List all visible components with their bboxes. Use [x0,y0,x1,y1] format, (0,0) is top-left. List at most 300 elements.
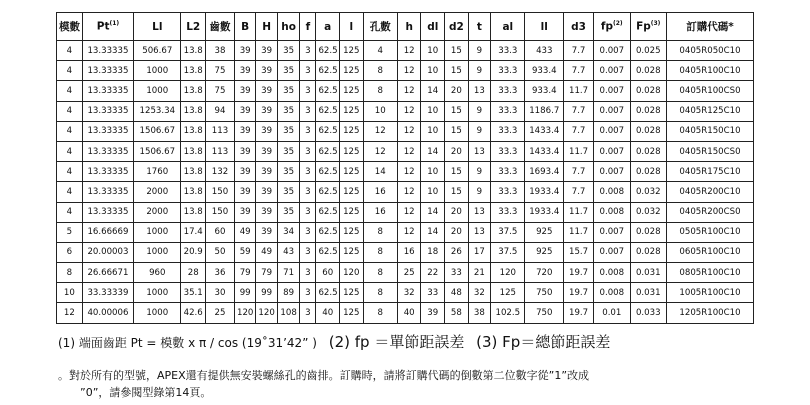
table-cell: 10 [421,101,445,121]
table-cell: 35 [277,202,300,222]
table-cell: 33.3 [491,101,525,121]
table-cell: 433 [525,41,564,61]
table-cell: 125 [340,222,364,242]
table-cell: 15.7 [564,242,594,262]
table-cell: 0.007 [594,121,630,141]
table-cell: 0405R175C10 [666,162,753,182]
table-cell: 10 [57,283,83,303]
table-cell: 1933.4 [525,202,564,222]
table-cell: 933.4 [525,61,564,81]
table-cell: 48 [445,283,469,303]
table-cell: 1000 [134,283,181,303]
table-cell: 40 [316,303,340,323]
footnotes [58,331,618,352]
table-cell: 39 [234,182,255,202]
table-cell: 13.8 [181,162,206,182]
table-cell: 13 [468,141,491,161]
table-cell: 0.008 [594,283,630,303]
table-cell: 113 [206,121,235,141]
table-cell: 8 [363,242,397,262]
table-cell: 125 [340,121,364,141]
table-cell: 35 [277,81,300,101]
table-cell: 26 [445,242,469,262]
table-cell: 38 [206,41,235,61]
table-cell: 94 [206,101,235,121]
table-cell: 0.028 [630,141,666,161]
table-cell: 99 [256,283,277,303]
table-cell: 62.5 [316,121,340,141]
table-cell: 102.5 [491,303,525,323]
table-cell: 39 [234,141,255,161]
table-cell: 10 [421,41,445,61]
table-cell: 12 [397,182,421,202]
table-cell: 0.028 [630,242,666,262]
table-cell: 13.33335 [82,141,133,161]
table-body [57,41,754,324]
table-cell: 925 [525,222,564,242]
table-cell: 17 [468,242,491,262]
table-row [57,61,754,81]
table-cell: 3 [300,121,316,141]
table-cell: 8 [363,303,397,323]
table-cell: 1433.4 [525,121,564,141]
table-cell: 99 [234,283,255,303]
table-cell: 9 [468,101,491,121]
table-cell: 3 [300,162,316,182]
table-cell: 19.7 [564,263,594,283]
table-row [57,162,754,182]
table-cell: 62.5 [316,41,340,61]
table-cell: 33.3 [491,162,525,182]
table-cell: 108 [277,303,300,323]
table-cell: 35 [277,41,300,61]
table-cell: 13.8 [181,61,206,81]
table-row [57,182,754,202]
table-cell: 25 [206,303,235,323]
table-cell: 12 [397,101,421,121]
table-cell: 35 [277,162,300,182]
table-cell: 0.008 [594,202,630,222]
table-cell: 0405R125C10 [666,101,753,121]
table-cell: 0.007 [594,101,630,121]
table-row [57,263,754,283]
table-cell: 14 [421,141,445,161]
table-cell: 8 [363,81,397,101]
table-cell: 3 [300,202,316,222]
table-cell: 75 [206,81,235,101]
table-cell: 8 [363,222,397,242]
table-cell: 33 [421,283,445,303]
table-cell: 0.028 [630,121,666,141]
table-cell: 925 [525,242,564,262]
table-cell: 8 [363,263,397,283]
table-cell: 0.032 [630,202,666,222]
header-cell: 訂購代碼* [666,13,753,41]
table-cell: 8 [363,283,397,303]
table-cell: 4 [57,41,83,61]
table-cell: 62.5 [316,61,340,81]
table-cell: 39 [256,162,277,182]
table-cell: 125 [340,141,364,161]
table-cell: 3 [300,182,316,202]
table-cell: 10 [363,101,397,121]
table-cell: 0405R100CS0 [666,81,753,101]
table-cell: 0.007 [594,141,630,161]
header-cell: 孔數 [363,13,397,41]
table-cell: 0405R050C10 [666,41,753,61]
table-cell: 37.5 [491,242,525,262]
table-cell: 35 [277,61,300,81]
header-cell: f [300,13,316,41]
table-cell: 7.7 [564,121,594,141]
table-cell: 132 [206,162,235,182]
table-cell: 13.8 [181,121,206,141]
table-cell: 0.028 [630,222,666,242]
table-row [57,121,754,141]
table-cell: 22 [421,263,445,283]
table-row [57,242,754,262]
table-cell: 39 [256,41,277,61]
table-cell: 4 [57,81,83,101]
table-cell: 12 [397,162,421,182]
header-cell-fp: $fp^{(2)}$ [594,13,630,41]
table-cell: 39 [234,202,255,222]
table-cell: 0.028 [630,81,666,101]
table-cell: 0.032 [630,182,666,202]
table-cell: 16 [363,182,397,202]
table-cell: 0.007 [594,222,630,242]
table-cell: 5 [57,222,83,242]
table-cell: 4 [57,61,83,81]
table-cell: 960 [134,263,181,283]
table-cell: 1000 [134,61,181,81]
table-cell: 1186.7 [525,101,564,121]
table-cell: 13.33335 [82,101,133,121]
table-cell: 12 [397,222,421,242]
table-cell: 11.7 [564,202,594,222]
table-cell: 28 [181,263,206,283]
table-cell: 0.031 [630,283,666,303]
table-cell: 1000 [134,242,181,262]
table-cell: 1506.67 [134,141,181,161]
table-cell: 113 [206,141,235,161]
table-cell: 1005R100C10 [666,283,753,303]
table-cell: 12 [57,303,83,323]
table-cell: 0.028 [630,61,666,81]
table-cell: 39 [256,182,277,202]
table-cell: 11.7 [564,81,594,101]
table-cell: 2000 [134,182,181,202]
table-cell: 33.3 [491,61,525,81]
table-cell: 16.66669 [82,222,133,242]
table-cell: 62.5 [316,162,340,182]
table-cell: 9 [468,61,491,81]
table-cell: 15 [445,101,469,121]
table-cell: 35 [277,141,300,161]
table-cell: 1253.34 [134,101,181,121]
table-row [57,222,754,242]
table-cell: 12 [397,61,421,81]
table-cell: 1205R100C10 [666,303,753,323]
header-cell-pt: Pt$^{(1)}$ [82,13,133,41]
table-cell: 13.8 [181,101,206,121]
table-cell: 13.33335 [82,202,133,222]
table-cell: 1000 [134,222,181,242]
table-cell: 1760 [134,162,181,182]
table-cell: 0605R100C10 [666,242,753,262]
table-cell: 9 [468,121,491,141]
table-cell: 10 [421,162,445,182]
table-cell: 39 [256,222,277,242]
table-cell: 125 [340,242,364,262]
table-cell: 39 [234,61,255,81]
header-cell: 齒數 [206,13,235,41]
table-cell: 20 [445,81,469,101]
header-cell: d3 [564,13,594,41]
table-cell: 0.025 [630,41,666,61]
table-cell: 39 [421,303,445,323]
table-cell: 125 [340,303,364,323]
table-cell: 9 [468,182,491,202]
table-row [57,41,754,61]
footnote-1: (1) 端面齒距 Pt = 模數 x π / cos (19˚31’42” ) [58,336,317,350]
table-cell: 8 [57,263,83,283]
table-cell: 33.3 [491,81,525,101]
table-cell: 13.8 [181,202,206,222]
table-cell: 79 [234,263,255,283]
table-cell: 3 [300,61,316,81]
table-cell: 62.5 [316,81,340,101]
table-cell: 16 [397,242,421,262]
table-cell: 33 [445,263,469,283]
table-cell: 1933.4 [525,182,564,202]
table-cell: 20 [445,202,469,222]
table-cell: 59 [234,242,255,262]
table-cell: 1000 [134,81,181,101]
table-cell: 125 [340,182,364,202]
table-cell: 7.7 [564,182,594,202]
table-cell: 750 [525,283,564,303]
table-cell: 506.67 [134,41,181,61]
table-cell: 39 [256,61,277,81]
header-cell: B [234,13,255,41]
header-cell: h [397,13,421,41]
table-cell: 120 [256,303,277,323]
table-cell: 0405R150CS0 [666,141,753,161]
table-cell: 40.00006 [82,303,133,323]
table-cell: 15 [445,162,469,182]
table-cell: 120 [491,263,525,283]
table-cell: 13 [468,202,491,222]
table-cell: 12 [363,141,397,161]
table-cell: 62.5 [316,242,340,262]
table-cell: 933.4 [525,81,564,101]
table-cell: 33.3 [491,182,525,202]
table-cell: 0405R100C10 [666,61,753,81]
table-cell: 13.33335 [82,182,133,202]
table-row [57,202,754,222]
table-cell: 125 [340,283,364,303]
table-cell: 120 [234,303,255,323]
table-cell: 2000 [134,202,181,222]
table-cell: 25 [397,263,421,283]
table-cell: 20 [445,141,469,161]
spec-table [56,12,754,324]
table-cell: 13.33335 [82,61,133,81]
table-cell: 9 [468,162,491,182]
header-cell: l [340,13,364,41]
table-cell: 12 [397,121,421,141]
table-cell: 3 [300,141,316,161]
table-cell: 18 [421,242,445,262]
table-cell: 15 [445,41,469,61]
table-cell: 1000 [134,303,181,323]
table-cell: 0.008 [594,263,630,283]
table-cell: 58 [445,303,469,323]
table-cell: 16 [363,202,397,222]
table-cell: 39 [234,121,255,141]
table-cell: 35.1 [181,283,206,303]
table-cell: 3 [300,41,316,61]
table-cell: 14 [421,81,445,101]
table-cell: 39 [256,141,277,161]
table-cell: 13.33335 [82,121,133,141]
table-cell: 12 [397,81,421,101]
table-cell: 0405R200CS0 [666,202,753,222]
table-cell: 62.5 [316,101,340,121]
table-cell: 39 [234,81,255,101]
table-cell: 32 [397,283,421,303]
table-cell: 4 [57,101,83,121]
table-cell: 10 [421,121,445,141]
table-cell: 0405R150C10 [666,121,753,141]
table-cell: 125 [491,283,525,303]
remark [58,367,589,401]
table-cell: 36 [206,263,235,283]
table-row [57,283,754,303]
table-cell: 0.007 [594,61,630,81]
table-cell: 0405R200C10 [666,182,753,202]
table-cell: 42.6 [181,303,206,323]
table-cell: 49 [234,222,255,242]
table-cell: 3 [300,81,316,101]
table-cell: 0.028 [630,162,666,182]
table-cell: 13 [468,81,491,101]
table-cell: 34 [277,222,300,242]
table-cell: 1506.67 [134,121,181,141]
table-cell: 125 [340,101,364,121]
table-cell: 0.007 [594,81,630,101]
table-cell: 43 [277,242,300,262]
table-cell: 11.7 [564,141,594,161]
table-cell: 12 [397,202,421,222]
table-cell: 3 [300,222,316,242]
table-cell: 35 [277,182,300,202]
header-cell: ll [525,13,564,41]
table-cell: 1433.4 [525,141,564,161]
table-cell: 120 [340,263,364,283]
table-cell: 62.5 [316,222,340,242]
table-cell: 125 [340,162,364,182]
table-cell: 15 [445,61,469,81]
table-cell: 12 [397,141,421,161]
table-cell: 89 [277,283,300,303]
table-cell: 4 [57,162,83,182]
remark-line-1: 。對於所有的型號，APEX還有提供無安裝螺絲孔的齒排。訂購時，請將訂購代碼的倒數第二位數字從”1”改成 [58,369,590,382]
table-cell: 10 [421,182,445,202]
table-cell: 7.7 [564,41,594,61]
table-cell: 35 [277,121,300,141]
table-cell: 49 [256,242,277,262]
footnote-2: (2) fp ＝單節距誤差 [328,333,465,351]
table-cell: 60 [206,222,235,242]
table-cell: 75 [206,61,235,81]
table-cell: 7.7 [564,101,594,121]
table-row [57,141,754,161]
table-cell: 62.5 [316,283,340,303]
table-cell: 4 [57,121,83,141]
table-cell: 14 [421,222,445,242]
table-cell: 1693.4 [525,162,564,182]
table-cell: 50 [206,242,235,262]
table-cell: 39 [256,101,277,121]
table-header-row [57,13,754,41]
table-cell: 125 [340,81,364,101]
table-cell: 13.33335 [82,81,133,101]
table-cell: 21 [468,263,491,283]
header-cell: L2 [181,13,206,41]
header-cell: 模數 [57,13,83,41]
header-cell: d2 [445,13,469,41]
table-cell: 71 [277,263,300,283]
table-cell: 0.007 [594,41,630,61]
table-cell: 3 [300,242,316,262]
table-cell: 3 [300,101,316,121]
table-cell: 15 [445,121,469,141]
table-cell: 33.3 [491,41,525,61]
table-cell: 35 [277,101,300,121]
table-cell: 39 [234,162,255,182]
table-cell: 7.7 [564,162,594,182]
table-cell: 38 [468,303,491,323]
table-cell: 13.8 [181,81,206,101]
table-cell: 13.33335 [82,41,133,61]
table-cell: 62.5 [316,141,340,161]
table-cell: 20.9 [181,242,206,262]
table-cell: 0.028 [630,101,666,121]
header-cell: H [256,13,277,41]
table-cell: 4 [57,202,83,222]
table-cell: 0505R100C10 [666,222,753,242]
table-cell: 0.031 [630,263,666,283]
table-cell: 19.7 [564,283,594,303]
table-cell: 13 [468,222,491,242]
table-cell: 20 [445,222,469,242]
table-cell: 0.007 [594,242,630,262]
table-cell: 0.033 [630,303,666,323]
table-row [57,101,754,121]
table-cell: 4 [57,182,83,202]
table-cell: 125 [340,61,364,81]
table-cell: 750 [525,303,564,323]
table-cell: 60 [316,263,340,283]
table-cell: 62.5 [316,202,340,222]
table-cell: 150 [206,202,235,222]
table-cell: 62.5 [316,182,340,202]
header-cell: dl [421,13,445,41]
table-cell: 150 [206,182,235,202]
table-cell: 13.8 [181,41,206,61]
